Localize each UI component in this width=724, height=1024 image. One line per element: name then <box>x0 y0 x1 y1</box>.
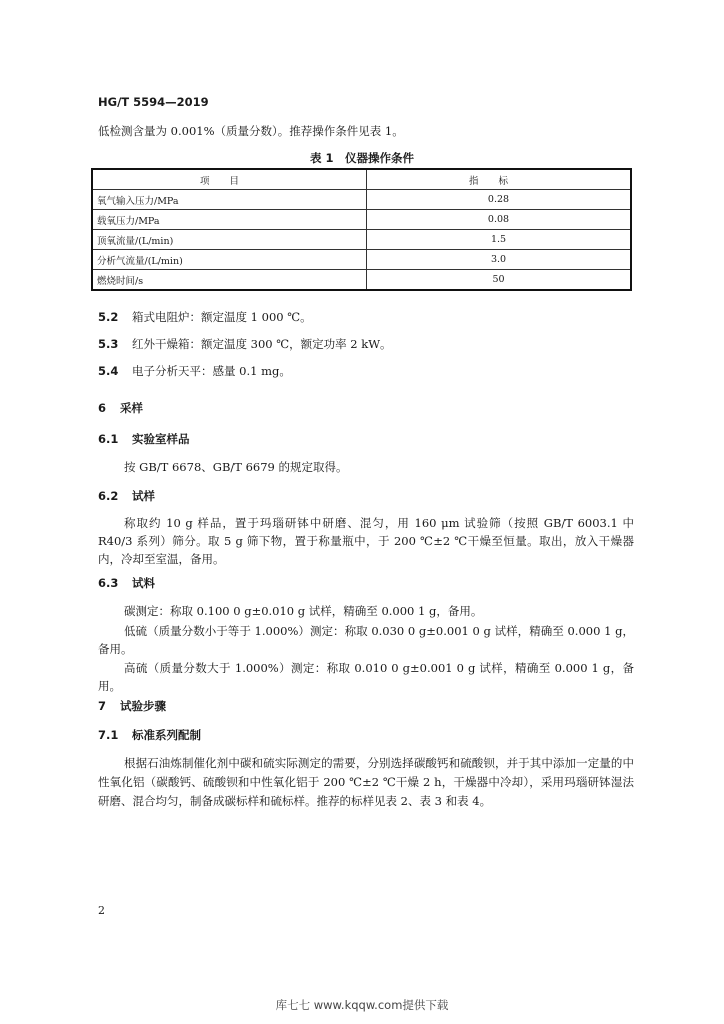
clause-6-3-high-sulfur: 高硫（质量分数大于 1.000%）测定：称取 0.010 0 g±0.001 0 g 试样，精确至 0.000 1 g，备用。 <box>98 661 634 693</box>
clause-title: 试料 <box>132 576 155 590</box>
section-7-heading <box>98 698 166 714</box>
row-value: 50 <box>367 270 632 291</box>
section-title: 试验步骤 <box>120 699 166 713</box>
page-number: 2 <box>98 904 105 917</box>
clause-title: 实验室样品 <box>132 432 190 446</box>
clause-title: 试样 <box>132 489 155 503</box>
clause-5-4 <box>98 362 291 380</box>
clause-6-2-text: 称取约 10 g 样品，置于玛瑙研钵中研磨、混匀，用 160 μm 试验筛（按照 GB/T 6003.1 中 R40/3 系列）筛分。取 5 g 筛下物，置于称量瓶中，于 200 ℃±2 ℃干燥至恒量。取出，放入干燥器内，冷却至室温，备用。 <box>98 516 634 566</box>
header-item: 项目 <box>92 169 367 190</box>
table-row <box>92 270 631 291</box>
clause-number: 5.4 <box>98 364 119 378</box>
row-item: 氧气输入压力/MPa <box>92 190 367 210</box>
clause-5-2 <box>98 308 312 326</box>
clause-text: 箱式电阻炉：额定温度 1 000 ℃。 <box>132 310 312 324</box>
row-item: 燃烧时间/s <box>92 270 367 291</box>
standard-code: HG/T 5594—2019 <box>98 95 209 109</box>
row-item: 分析气流量/(L/min) <box>92 250 367 270</box>
section-title: 采样 <box>120 401 143 415</box>
row-value: 0.28 <box>367 190 632 210</box>
clause-title: 标准系列配制 <box>132 728 201 742</box>
download-watermark: 库七七 www.kqqw.com提供下载 <box>275 998 449 1012</box>
clause-6-1-text: 按 GB/T 6678、GB/T 6679 的规定取得。 <box>124 460 348 474</box>
header-value: 指标 <box>367 169 632 190</box>
clause-number: 5.3 <box>98 337 119 351</box>
row-value: 3.0 <box>367 250 632 270</box>
clause-6-3-heading <box>98 575 155 591</box>
clause-number: 6.2 <box>98 489 119 503</box>
clause-number: 5.2 <box>98 310 119 324</box>
clause-7-1-text: 根据石油炼制催化剂中碳和硫实际测定的需要，分别选择碳酸钙和硫酸钡，并于其中添加一定量的中性氧化铝（碳酸钙、硫酸钡和中性氧化铝于 200 ℃±2 ℃干燥 2 h，干燥器中冷却），采用玛瑙研钵湿法研磨、混合均匀，制备成碳标样和硫标样。推荐的标样见表 2、表 3 和表 4。 <box>98 756 634 808</box>
clause-text: 红外干燥箱：额定温度 300 ℃，额定功率 2 kW。 <box>132 337 392 351</box>
row-value: 1.5 <box>367 230 632 250</box>
row-value: 0.08 <box>367 210 632 230</box>
section-number: 7 <box>98 699 107 713</box>
instrument-conditions-table <box>91 168 632 291</box>
section-6-heading <box>98 400 143 416</box>
clause-number: 6.3 <box>98 576 119 590</box>
section-number: 6 <box>98 401 107 415</box>
clause-6-3-carbon: 碳测定：称取 0.100 0 g±0.010 g 试样，精确至 0.000 1 g，备用。 <box>124 604 483 618</box>
row-item: 顶氧流量/(L/min) <box>92 230 367 250</box>
clause-7-1-heading <box>98 727 201 743</box>
table-row <box>92 230 631 250</box>
intro-text: 低检测含量为 0.001%（质量分数）。推荐操作条件见表 1。 <box>98 124 404 138</box>
clause-number: 7.1 <box>98 728 119 742</box>
table-row <box>92 250 631 270</box>
clause-number: 6.1 <box>98 432 119 446</box>
clause-text: 电子分析天平：感量 0.1 mg。 <box>132 364 291 378</box>
clause-6-2-heading <box>98 488 155 504</box>
clause-6-1-heading <box>98 431 190 447</box>
table-row <box>92 190 631 210</box>
table-row <box>92 210 631 230</box>
clause-6-3-low-sulfur: 低硫（质量分数小于等于 1.000%）测定：称取 0.030 0 g±0.001 0 g 试样，精确至 0.000 1 g，备用。 <box>98 624 634 656</box>
row-item: 载氧压力/MPa <box>92 210 367 230</box>
table-header-row <box>92 169 631 190</box>
table-1-caption: 表 1 仪器操作条件 <box>309 151 414 165</box>
clause-5-3 <box>98 335 392 353</box>
